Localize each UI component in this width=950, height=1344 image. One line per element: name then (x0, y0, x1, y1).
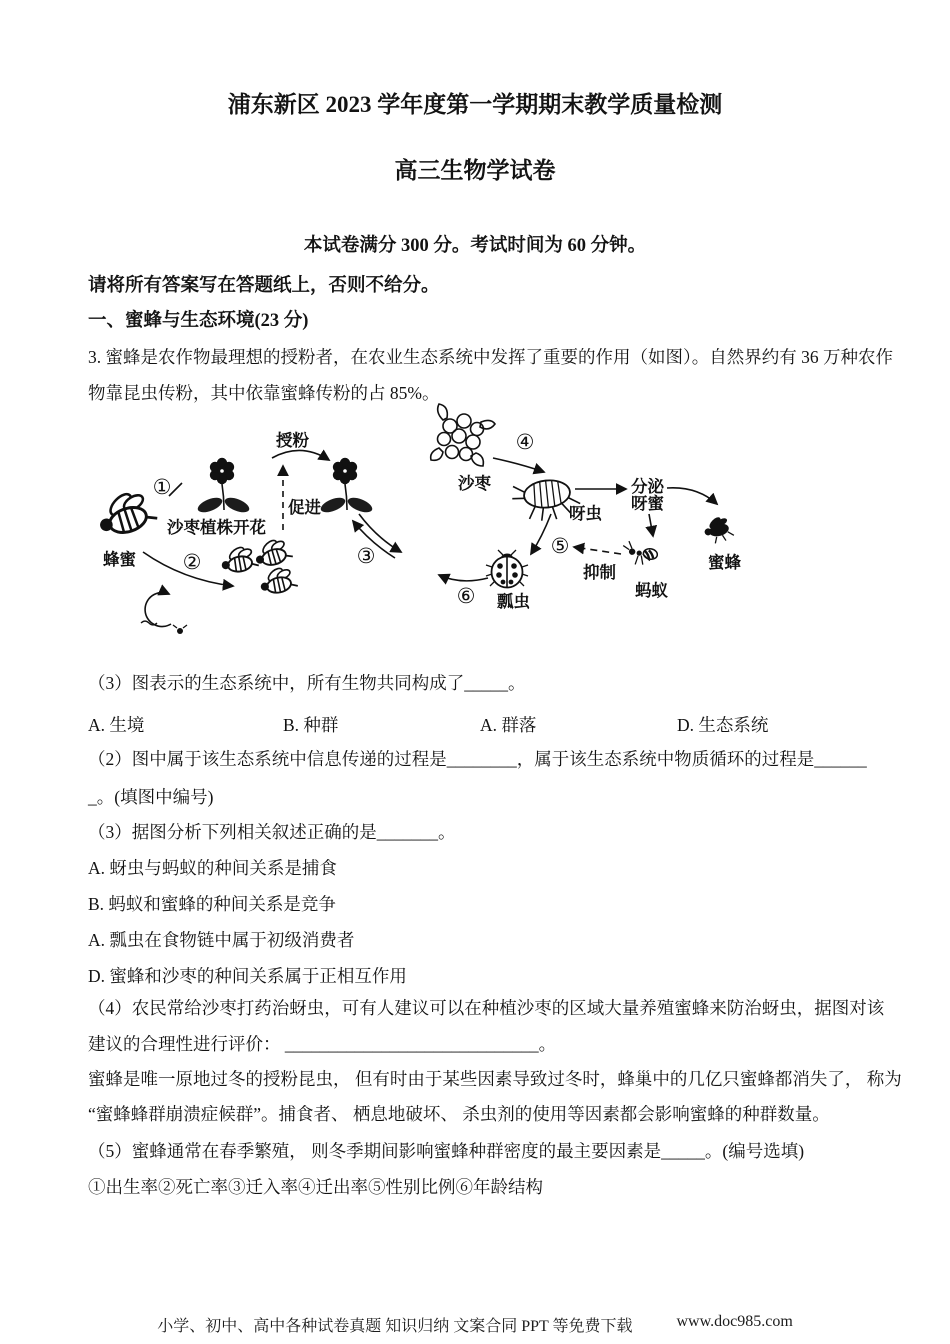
label-promote: 促进 (288, 498, 321, 517)
label-pollination: 授粉 (276, 431, 309, 450)
bee-group-icon (219, 543, 259, 575)
q3-sub4-line1: （4）农民常给沙枣打药治蚜虫，可有人建议可以在种植沙枣的区域大量养殖蜜蜂来防治蚜虫，据图对该 (88, 998, 885, 1018)
page-footer (0, 1313, 950, 1336)
ecosystem-diagram (83, 402, 893, 667)
aphid-to-ladybird-arrow (531, 514, 551, 554)
swarm-loop-icon (141, 593, 187, 634)
q3-sub3-text: （3）据图分析下列相关叙述正确的是_______。 (88, 822, 456, 842)
q3-stem-line2: 物靠昆虫传粉，其中依靠蜜蜂传粉的占 85%。 (88, 383, 440, 403)
label-flowering: 沙枣植株开花 (167, 518, 266, 537)
ant-icon (622, 532, 661, 570)
ladybird-out-arrow (439, 575, 488, 581)
honeybee-right-icon (701, 513, 734, 546)
flowering-plant-right-icon (319, 458, 374, 515)
bee-group-icon (251, 534, 293, 569)
pollination-arrow (272, 450, 329, 460)
circled-2: ② (182, 550, 202, 574)
honeybee-left-icon (92, 484, 158, 540)
exam-info: 本试卷满分 300 分。考试时间为 60 分钟。 (303, 236, 647, 256)
q3-sub1-option-a: A. 生境 (88, 715, 145, 735)
q3-sub2-line2: _。(填图中编号) (88, 787, 214, 807)
page-subtitle: 高三生物学试卷 (394, 158, 556, 183)
label-inhibit: 抑制 (583, 563, 616, 582)
passage-line2: “蜜蜂蜂群崩溃症候群”。捕食者、 栖息地破坏、 杀虫剂的使用等因素都会影响蜜蜂的种群数量。 (88, 1104, 830, 1124)
label-jujube: 沙枣 (458, 474, 491, 493)
q3-sub3-option-b: B. 蚂蚁和蜜蜂的种间关系是竞争 (88, 894, 336, 914)
q3-sub2-line1: （2）图中属于该生态系统中信息传递的过程是________，属于该生态系统中物质循环的过程是______ (88, 749, 867, 769)
label-aphid: 呀虫 (569, 504, 602, 523)
label-ladybird: 瓢虫 (497, 592, 530, 611)
q3-sub1-text: （3）图表示的生态系统中，所有生物共同构成了_____。 (88, 673, 526, 693)
jujube-fruit-icon (431, 404, 495, 466)
q3-sub5-choices: ①出生率②死亡率③迁入率④迁出率⑤性别比例⑥年龄结构 (88, 1177, 543, 1197)
jujube-to-aphid-arrow (493, 458, 544, 472)
q3-sub1-option-b: B. 种群 (283, 715, 339, 735)
label-secrete2: 呀蜜 (631, 494, 664, 513)
q3-stem-line1: 3. 蜜蜂是农作物最理想的授粉者，在农业生态系统中发挥了重要的作用（如图）。自然界约有 36 万种农作 (88, 347, 893, 367)
q3-sub3-option-c: A. 瓢虫在食物链中属于初级消费者 (88, 930, 355, 950)
q3-sub3-option-a: A. 蚜虫与蚂蚁的种间关系是捕食 (88, 858, 337, 878)
q3-sub1-option-c: A. 群落 (480, 715, 537, 735)
bee-group-icon (257, 563, 298, 596)
circled-3: ③ (356, 544, 376, 568)
label-secrete1: 分泌 (631, 477, 664, 496)
label-honeybee: 蜜蜂 (708, 553, 741, 572)
q3-sub1-option-d: D. 生态系统 (677, 715, 769, 735)
footer-url: www.doc985.com (676, 1313, 793, 1330)
page-title: 浦东新区 2023 学年度第一学期期末教学质量检测 (227, 92, 723, 117)
ladybird-icon (486, 550, 528, 588)
q3-sub4-line2: 建议的合理性进行评价： _____________________________。 (88, 1034, 557, 1054)
circled-5: ⑤ (550, 534, 570, 558)
honeydew-to-bee-arrow (667, 488, 717, 504)
section-heading: 一、蜜蜂与生态环境(23 分) (88, 311, 309, 331)
label-ant: 蚂蚁 (635, 581, 668, 600)
answer-notice: 请将所有答案写在答题纸上，否则不给分。 (88, 276, 440, 296)
circled-6: ⑥ (456, 584, 476, 608)
q3-sub5-text: （5）蜜蜂通常在春季繁殖， 则冬季期间影响蜜蜂种群密度的最主要因素是_____。(编号选填) (88, 1141, 805, 1161)
q3-sub3-option-d: D. 蜜蜂和沙枣的种间关系属于正相互作用 (88, 966, 407, 986)
footer-text: 小学、初中、高中各种试卷真题 知识归纳 文案合同 PPT 等免费下载 (157, 1318, 633, 1335)
inhibit-arrow (574, 547, 621, 554)
honeydew-to-ant-arrow (649, 514, 653, 536)
circled-4: ④ (515, 430, 535, 454)
flowering-plant-left-icon (196, 458, 251, 515)
circled-1: ① (152, 475, 172, 499)
passage-line1: 蜜蜂是唯一原地过冬的授粉昆虫， 但有时由于某些因素导致过冬时，蜂巢中的几亿只蜜蜂都消失了， 称为 (88, 1069, 902, 1089)
label-honey: 蜂蜜 (103, 550, 136, 569)
